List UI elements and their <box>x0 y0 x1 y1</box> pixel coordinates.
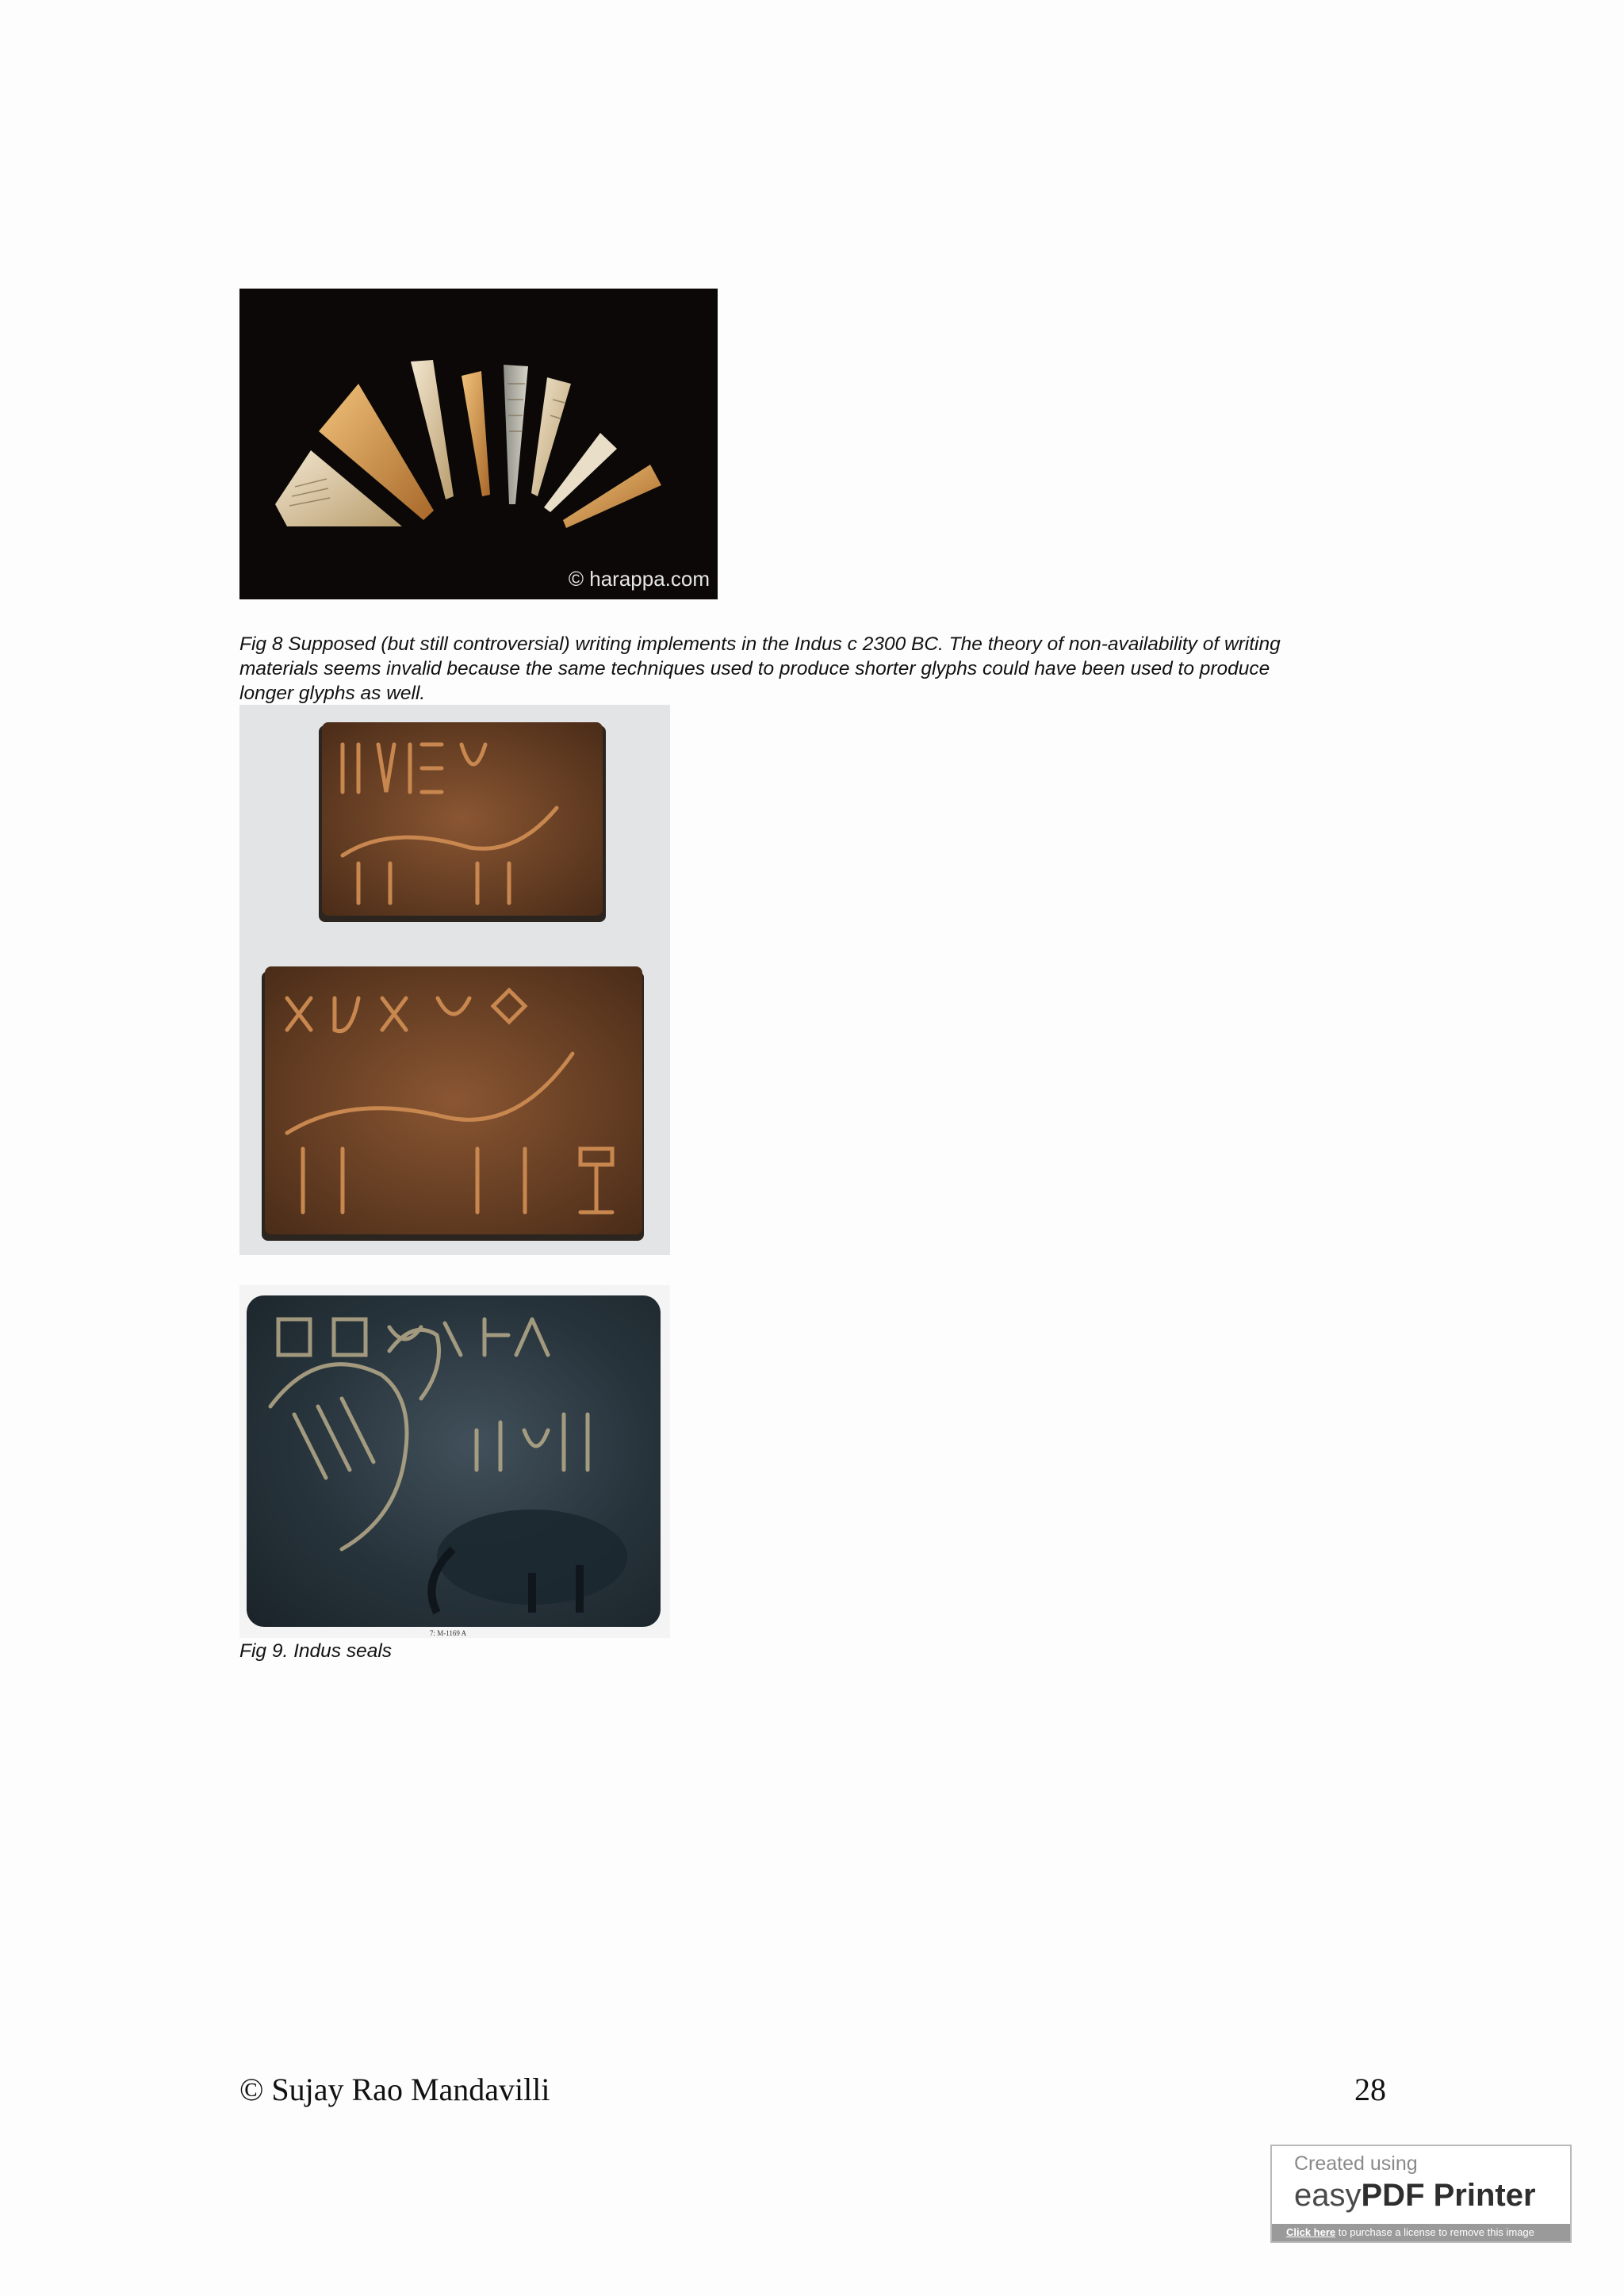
dark-seal-illustration <box>247 1295 661 1627</box>
caption-line: longer glyphs as well. <box>239 683 426 704</box>
page-number: 28 <box>1354 2072 1386 2107</box>
click-here-link[interactable]: Click here <box>1286 2226 1336 2238</box>
bronze-seals-illustration <box>239 705 670 1255</box>
seal-catalog-code: 7: M-1169 A <box>430 1629 467 1637</box>
footer-author: © Sujay Rao Mandavilli <box>239 2072 550 2107</box>
caption-line: Fig 8 Supposed (but still controversial) writing implements in the Indus c 2300 BC. The theory of non-availability of writing <box>239 633 1281 655</box>
brand-bold: PDF Printer <box>1361 2178 1536 2213</box>
watermark-created-using: Created using <box>1294 2152 1418 2175</box>
watermark-brand <box>1294 2178 1536 2214</box>
figure-9-caption: Fig 9. Indus seals <box>239 1640 393 1662</box>
writing-implements-photo <box>239 289 718 599</box>
watermark-purchase-bar <box>1272 2224 1570 2241</box>
implements-illustration <box>239 289 718 599</box>
dark-seal-plate <box>247 1295 661 1627</box>
bronze-seals-photo <box>239 705 670 1255</box>
dark-seal-photo <box>239 1285 670 1638</box>
brand-light: easy <box>1294 2178 1362 2213</box>
easypdf-watermark[interactable] <box>1270 2145 1572 2243</box>
photo-credit: © harappa.com <box>568 567 710 591</box>
purchase-text: to purchase a license to remove this image <box>1335 2226 1534 2238</box>
figure-8-caption <box>239 632 1397 706</box>
caption-line: materials seems invalid because the same techniques used to produce shorter glyphs could have been used to produce <box>239 658 1270 679</box>
